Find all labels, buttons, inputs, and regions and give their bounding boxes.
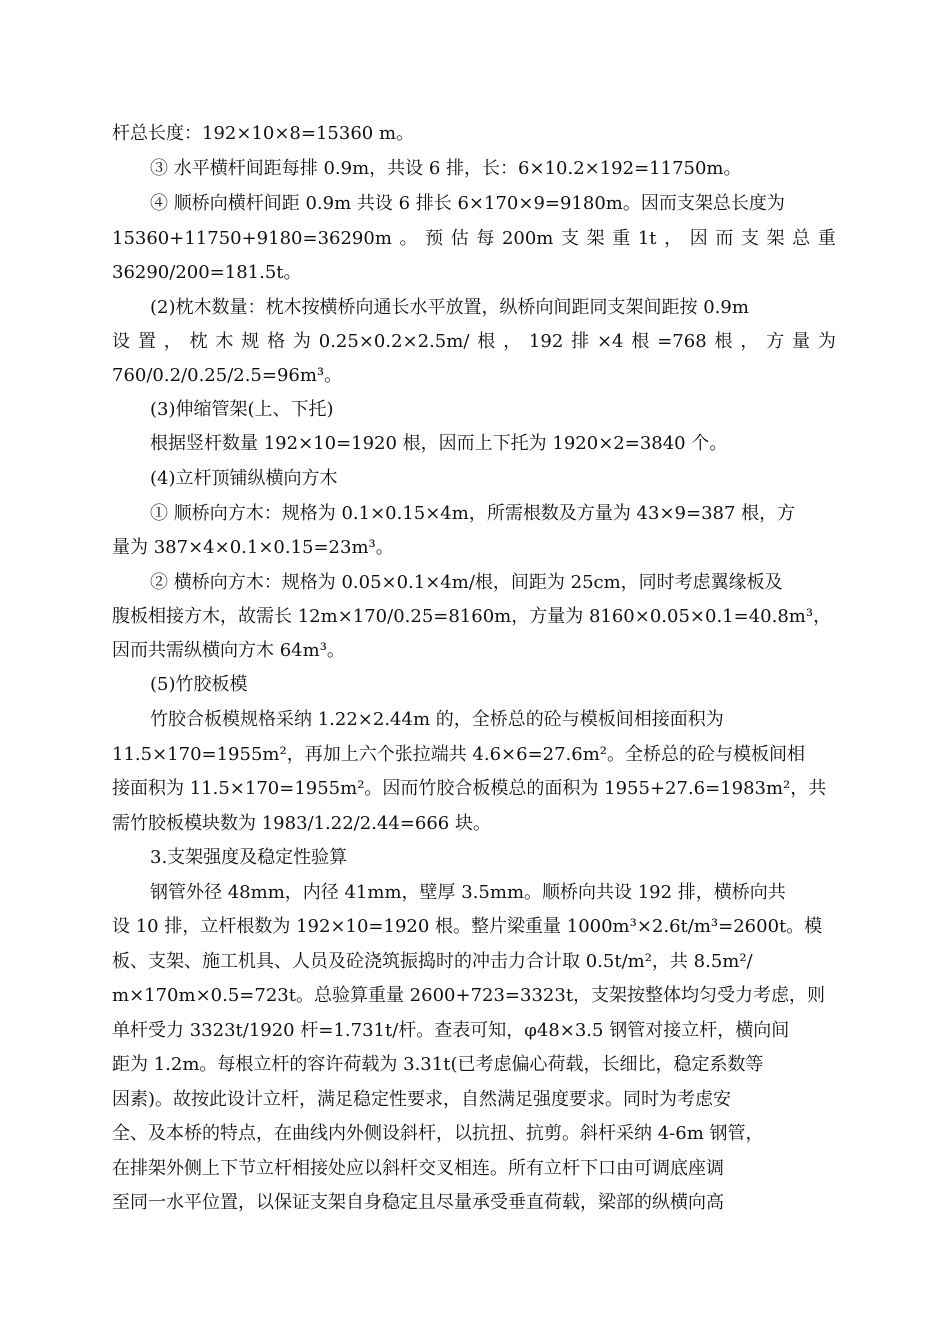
text-token: ， [740,331,759,352]
text-line: 根据竖杆数量 192×10=1920 根，因而上下托为 1920×2=3840 个。 [150,433,728,454]
text-line: 因而共需纵横向方木 64m³。 [112,640,345,661]
text-token: 200m [501,228,554,249]
text-line: m×170m×0.5=723t。总验算重量 2600+723=3323t，支架按整体均匀受力考虑，则 [112,985,826,1006]
text-line: 接面积为 11.5×170=1955m²。因而竹胶合板模总的面积为 1955+27.6=1983m²，共 [112,778,827,799]
text-line: 量为 387×4×0.1×0.15=23m³。 [112,537,394,558]
section-heading: 3.支架强度及稳定性验算 [150,847,348,868]
text-token: 支 [561,228,579,249]
text-line: 竹胶合板模规格采纳 1.22×2.44m 的，全桥总的砼与模板间相接面积为 [150,709,724,730]
text-line: ② 横桥向方木：规格为 0.05×0.1×4m/根，间距为 25cm，同时考虑翼缘板及 [150,572,783,593]
text-token: 每 [476,228,495,249]
text-line: ③ 水平横杆间距每排 0.9m，共设 6 排，长：6×10.2×192=11750m。 [150,158,742,179]
text-token: ， [163,331,182,352]
text-token: 而 [715,228,734,249]
text-token: 。 [399,228,418,249]
text-token: =768 [657,331,707,352]
text-line: 设 10 排，立杆根数为 192×10=1920 根。整片梁重量 1000m³×2.6t/m³=2600t。模 [112,916,823,937]
text-token: 设 [112,331,130,352]
text-token: 规 [241,331,260,352]
text-token: 格 [267,331,286,352]
text-line: 11.5×170=1955m²，再加上六个张拉端共 4.6×6=27.6m²。全桥总的砼与模板间相 [112,744,806,765]
text-line: 36290/200=181.5t。 [112,262,302,283]
text-token: 15360+11750+9180=36290m [112,228,392,249]
text-line: 至同一水平位置，以保证支架自身稳定且尽量承受垂直荷载，梁部的纵横向高 [112,1192,724,1213]
text-line: 需竹胶板模块数为 1983/1.22/2.44=666 块。 [112,813,491,834]
text-line: 杆总长度：192×10×8=15360 m。 [112,123,415,144]
text-token: 1t [637,228,657,249]
text-line: 钢管外径 48mm，内径 41mm，壁厚 3.5mm。顺桥向共设 192 排，横桥向共 [150,882,786,903]
text-token: 根 [631,331,650,352]
text-token: 量 [792,331,811,352]
text-token: 排 [571,331,590,352]
subheading: (4)立杆顶铺纵横向方木 [150,468,338,489]
text-line: ④ 顺桥向横杆间距 0.9m 共设 6 排长 6×170×9=9180m。因而支架总长度为 [150,193,785,214]
text-token: 木 [215,331,234,352]
text-token: 置 [137,331,156,352]
text-token: 总 [792,228,811,249]
subheading: (5)竹胶板模 [150,674,248,695]
text-line: ① 顺桥向方木：规格为 0.1×0.15×4m，所需根数及方量为 43×9=387 根，方 [150,503,796,524]
text-token: ×4 [596,331,624,352]
text-token: 根 [714,331,733,352]
text-line-justified [112,227,836,251]
text-line: 板、支架、施工机具、人员及砼浇筑振捣时的冲击力合计取 0.5t/m²，共 8.5m²/ [112,951,753,972]
text-token: 0.25×0.2×2.5m/ [318,331,470,352]
text-line: 距为 1.2m。每根立杆的容许荷载为 3.31t(已考虑偏心荷载，长细比，稳定系数等 [112,1054,764,1075]
text-token: ， [503,331,522,352]
text-token: 根 [477,331,496,352]
text-line: 单杆受力 3323t/1920 杆=1.731t/杆。查表可知，φ48×3.5 钢管对接立杆，横向间 [112,1020,790,1041]
text-token: 重 [612,228,631,249]
text-token: ， [664,228,683,249]
text-token: 方 [766,331,785,352]
text-line: 全、及本桥的特点，在曲线内外侧设斜杆，以抗扭、抗剪。斜杆采纳 4-6m 钢管， [112,1123,764,1144]
text-line: 760/0.2/0.25/2.5=96m³。 [112,365,343,386]
text-token: 因 [689,228,708,249]
text-token: 架 [766,228,785,249]
subheading: (3)伸缩管架(上、下托) [150,399,334,420]
text-line: (2)枕木数量：枕木按横桥向通长水平放置，纵桥向间距同支架间距按 0.9m [150,297,749,318]
text-line: 在排架外侧上下节立杆相接处应以斜杆交叉相连。所有立杆下口由可调底座调 [112,1158,724,1179]
text-token: 192 [528,331,564,352]
text-token: 支 [740,228,759,249]
text-token: 为 [292,331,311,352]
text-token: 估 [450,228,469,249]
text-token: 为 [817,331,836,352]
text-token: 架 [586,228,605,249]
text-token: 枕 [189,331,208,352]
text-line-justified [112,330,836,354]
text-line: 因素)。故按此设计立杆，满足稳定性要求，自然满足强度要求。同时为考虑安 [112,1089,732,1110]
text-line: 腹板相接方木，故需长 12m×170/0.25=8160m，方量为 8160×0.05×0.1=40.8m³， [112,606,832,627]
text-token: 重 [817,228,836,249]
text-token: 预 [425,228,444,249]
